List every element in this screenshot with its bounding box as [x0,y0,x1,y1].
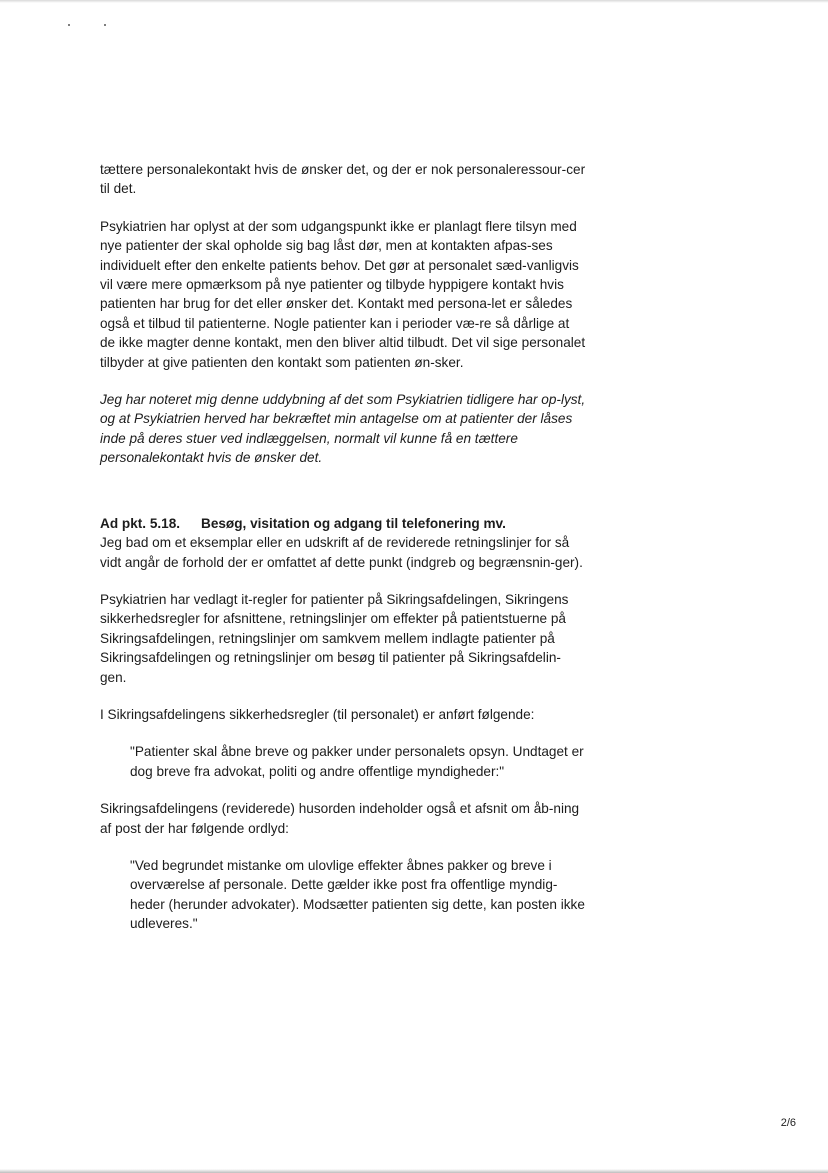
paragraph-request: Jeg bad om et eksemplar eller en udskrift af de reviderede retningslinjer for så vidt angår de forhold der er omfattet af dette punkt (indgreb og begrænsnin-ger). [100,535,583,570]
paragraph-attachments: Psykiatrien har vedlagt it-regler for patienter på Sikringsafdelingen, Sikringens sikkerhedsregler for afsnittene, retningslinjer om effekter på patientstuerne på Sikringsafdelingen, retningslinjer om samkvem mellem indlagte patienter på Sikringsafdelingen og retningslinjer om besøg til patienter på Sikringsafdelin-gen. [100,591,569,685]
section-spacer [100,486,586,514]
document-body [100,160,586,952]
scan-speck [68,24,70,26]
paragraph-psykiatrien-tilsyn: Psykiatrien har oplyst at der som udgangspunkt ikke er planlagt flere tilsyn med nye patienter der skal opholde sig bag låst dør, men at kontakten afpas-ses individuelt efter den enkelte patients behov. Det gør at personalet sæd-vanligvis vil være mere opmærksom på nye patienter og tilbyde hyppigere kontakt hvis patienten har brug for det eller ønsker det. Kontakt med persona-let er således også et tilbud til patienterne. Nogle patienter kan i perioder væ-re så dårlige at de ikke magter denne kontakt, men den bliver altid tilbudt. Det vil sige personalet tilbyder at give patienten den kontakt som patienten øn-sker. [100,218,586,370]
quote-security-rules: "Patienter skal åbne breve og pakker under personalets opsyn. Undtaget er dog breve fra advokat, politi og andre offentlige myndigheder:" [130,744,584,779]
scan-edge-bottom [0,1169,828,1173]
quote-house-rules: "Ved begrundet mistanke om ulovlige effekter åbnes pakker og breve i overværelse af personale. Dette gælder ikke post fra offentlige myndig-heder (herunder advokater). Modsætter patienten sig dette, kan posten ikke udleveres." [130,857,585,932]
section-number: Ad pkt. 5.18. [100,515,181,531]
ombudsman-note: Jeg har noteret mig denne uddybning af det som Psykiatrien tidligere har op-lyst, og at Psykiatrien herved har bekræftet min antagelse om at patienter der låses inde på deres stuer ved indlæggelsen, normalt vil kunne få en tættere personalekontakt hvis de ønsker det. [100,392,586,466]
paragraph-continuation: tættere personalekontakt hvis de ønsker det, og der er nok personaleressour-cer til det. [100,162,586,197]
scan-edge-top [0,0,828,3]
page-number: 2/6 [780,1117,796,1129]
paragraph-security-rules-intro: I Sikringsafdelingens sikkerhedsregler (til personalet) er anført følgende: [100,706,535,722]
paragraph-house-rules-intro: Sikringsafdelingens (reviderede) husorden indeholder også et afsnit om åb-ning af post der har følgende ordlyd: [100,801,580,836]
section-heading [100,514,586,533]
scan-speck [104,24,106,26]
section-title: Besøg, visitation og adgang til telefonering mv. [201,515,506,531]
